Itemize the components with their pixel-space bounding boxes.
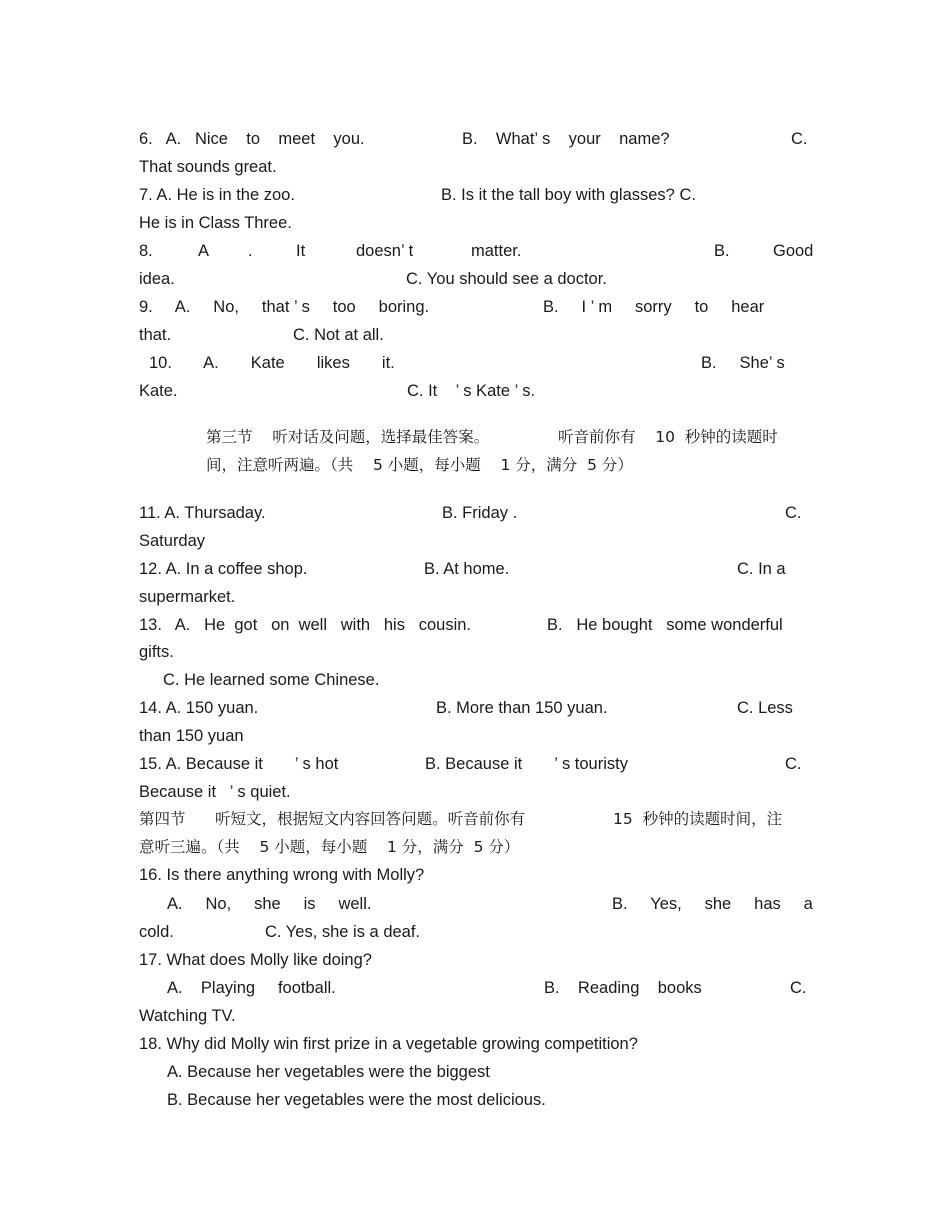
question-11-option-c: Saturday <box>139 532 206 550</box>
question-14-option-c: C. Less <box>737 699 793 717</box>
question-9-options <box>139 293 816 321</box>
question-12-option-c-rest: supermarket. <box>139 588 236 606</box>
question-10-option-b: B. She’ s <box>701 354 785 372</box>
section-3-reading-time: 听音前你有 10 秒钟的读题时 <box>558 428 778 446</box>
question-17-options <box>139 974 816 1002</box>
question-11-option-c-label: C. <box>785 504 802 522</box>
question-8-word-good: Good <box>773 242 814 260</box>
question-11-option-a: 11. A. Thursaday. <box>139 504 266 522</box>
question-15-option-a: 15. A. Because it ’ s hot <box>139 755 339 773</box>
question-10-option-a: 10. A. Kate likes it. <box>149 354 395 372</box>
question-14-options <box>139 694 816 722</box>
question-17-text: 17. What does Molly like doing? <box>139 951 372 969</box>
question-10-options <box>139 349 816 377</box>
question-8-option-c: C. You should see a doctor. <box>406 270 607 288</box>
question-7-options <box>139 181 816 209</box>
section-4-heading: 第四节 听短文，根据短文内容回答问题。听音前你有 <box>139 810 526 828</box>
question-7-option-a: 7. A. He is in the zoo. <box>139 186 295 204</box>
question-17-option-c-label: C. <box>790 979 807 997</box>
question-18-option-a-line <box>139 1058 816 1086</box>
section-4-scoring: 意听三遍。（共 5 小题，每小题 1 分，满分 5 分） <box>139 838 520 856</box>
question-16-options <box>139 890 816 918</box>
section-3-heading: 第三节 听对话及问题，选择最佳答案。 <box>206 428 490 446</box>
question-17-option-c: Watching TV. <box>139 1007 236 1025</box>
section-3-scoring: 间，注意听两遍。（共 5 小题，每小题 1 分，满分 5 分） <box>206 456 633 474</box>
question-10-option-c: C. It ’ s Kate ’ s. <box>407 382 536 400</box>
question-6-option-b: B. What’ s your name? <box>462 130 670 148</box>
section-4-reading-time: 15 秒钟的读题时间，注 <box>613 810 783 828</box>
question-8-continued <box>139 265 816 293</box>
question-13-option-b-rest: gifts. <box>139 643 174 661</box>
question-9-option-a: 9. A. No, that ’ s too boring. <box>139 298 430 316</box>
question-18-option-b: B. Because her vegetables were the most delicious. <box>167 1091 546 1109</box>
question-8-word-matter: matter. <box>471 242 522 260</box>
question-13-option-b: B. He bought some wonderful <box>547 616 783 634</box>
question-17-option-b: B. Reading books <box>544 979 702 997</box>
question-16-option-b: B. Yes, she has a <box>612 895 813 913</box>
question-18-option-b-line <box>139 1086 816 1114</box>
question-15-option-b: B. Because it ’ s touristy <box>425 755 628 773</box>
question-6-option-c: That sounds great. <box>139 158 277 176</box>
question-16-continued <box>139 918 816 946</box>
question-10-option-b-rest: Kate. <box>139 382 178 400</box>
question-13-option-c: C. He learned some Chinese. <box>163 671 380 689</box>
question-16-option-c: C. Yes, she is a deaf. <box>265 923 421 941</box>
section-3-instructions-line-2 <box>139 451 816 479</box>
question-8-number: 8. <box>139 242 153 260</box>
section-3-instructions <box>139 423 816 451</box>
question-13-option-c-line <box>139 666 816 694</box>
question-9-option-b-rest: that. <box>139 326 172 344</box>
question-18-text: 18. Why did Molly win first prize in a vegetable growing competition? <box>139 1035 638 1053</box>
question-8-word-it: It <box>296 242 306 260</box>
question-10-continued <box>139 377 816 405</box>
question-8-options <box>139 237 816 265</box>
question-6-options <box>139 125 816 153</box>
question-8-option-a-dot: . <box>248 242 253 260</box>
question-17-option-a: A. Playing football. <box>167 979 336 997</box>
question-11-options <box>139 499 816 527</box>
question-11-option-b: B. Friday . <box>442 504 518 522</box>
question-18-option-a: A. Because her vegetables were the biggest <box>167 1063 490 1081</box>
question-12-option-c: C. In a <box>737 560 786 578</box>
question-12-option-a: 12. A. In a coffee shop. <box>139 560 308 578</box>
question-14-option-a: 14. A. 150 yuan. <box>139 699 259 717</box>
section-4-instructions <box>139 805 816 833</box>
question-8-word-doesnt: doesn’ t <box>356 242 414 260</box>
question-6-option-a: 6. A. Nice to meet you. <box>139 130 365 148</box>
question-14-option-c-rest: than 150 yuan <box>139 727 244 745</box>
question-15-option-c: Because it ’ s quiet. <box>139 783 291 801</box>
question-12-option-b: B. At home. <box>424 560 510 578</box>
question-12-options <box>139 555 816 583</box>
question-9-continued <box>139 321 816 349</box>
question-7-option-c: He is in Class Three. <box>139 214 292 232</box>
question-15-option-c-label: C. <box>785 755 802 773</box>
question-16-option-b-rest: cold. <box>139 923 174 941</box>
question-8-option-a-label: A <box>198 242 210 260</box>
question-16-option-a: A. No, she is well. <box>167 895 372 913</box>
question-8-option-b-label: B. <box>714 242 730 260</box>
question-14-option-b: B. More than 150 yuan. <box>436 699 608 717</box>
question-16-text: 16. Is there anything wrong with Molly? <box>139 866 425 884</box>
question-13-options <box>139 611 816 639</box>
question-9-option-c: C. Not at all. <box>293 326 384 344</box>
question-9-option-b: B. I ’ m sorry to hear <box>543 298 765 316</box>
question-6-option-c-label: C. <box>791 130 808 148</box>
question-8-option-b-rest: idea. <box>139 270 175 288</box>
question-13-option-a: 13. A. He got on well with his cousin. <box>139 616 471 634</box>
question-7-option-b: B. Is it the tall boy with glasses? C. <box>441 186 696 204</box>
question-15-options <box>139 750 816 778</box>
